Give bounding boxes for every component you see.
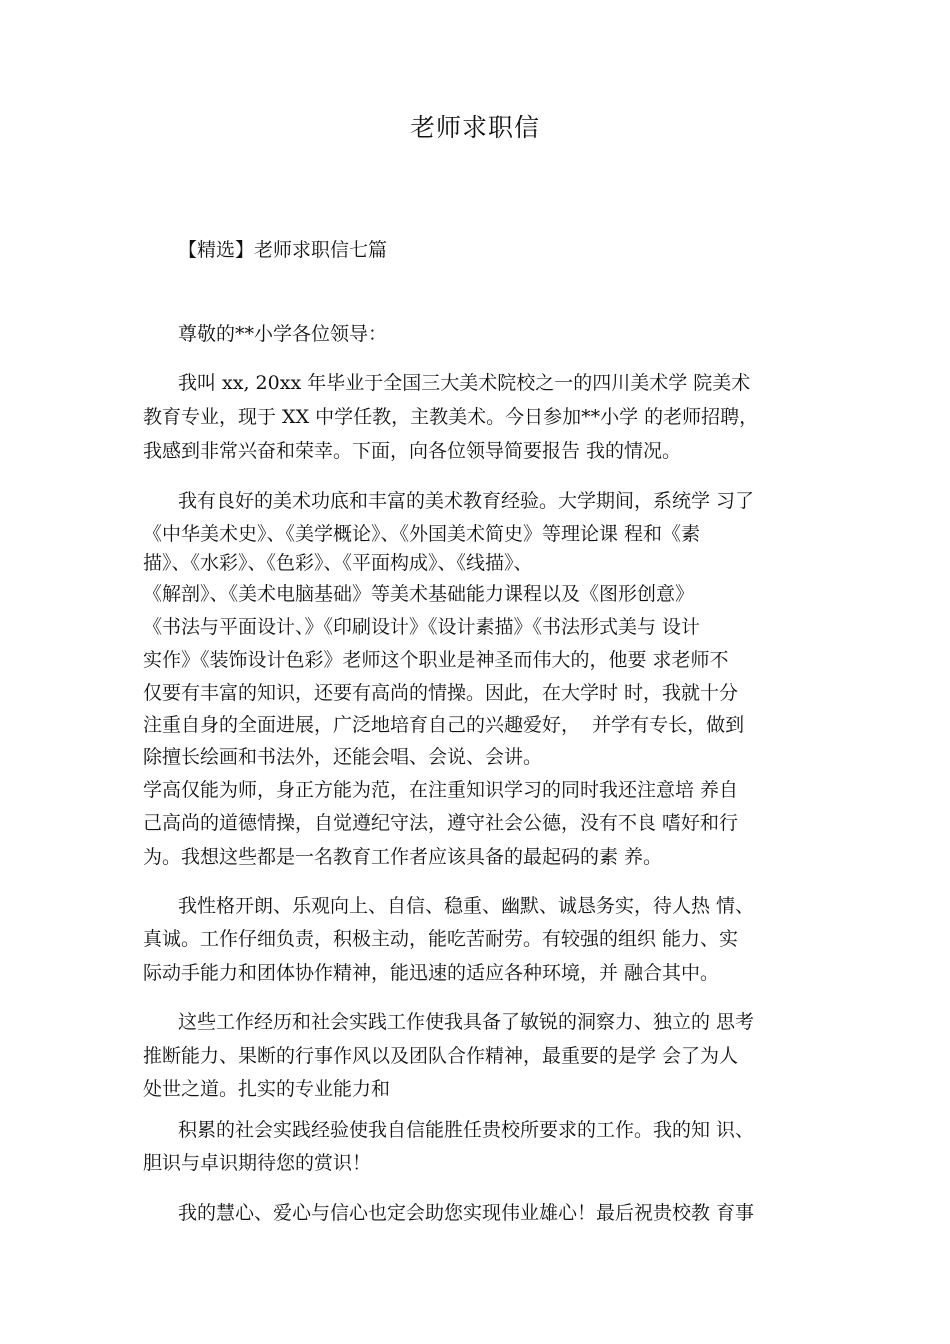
text-line: 胆识与卓识期待您的赏识！ [143,1152,372,1174]
text-line: 实作》《装饰设计色彩》老师这个职业是神圣而伟大的，他要 求老师不 [143,649,729,671]
text-line: 仅要有丰富的知识，还要有高尚的情操。因此，在大学时 时，我就十分 [143,682,739,704]
text-line: 《解剖》、《美术电脑基础》等美术基础能力课程以及《图形创意》 [143,583,695,605]
text-line: 除擅长绘画和书法外，还能会唱、会说、会讲。 [143,746,543,768]
text-line: 教育专业，现于 XX 中学任教，主教美术。今日参加**小学 的老师招聘， [143,406,759,428]
text-line: 己高尚的道德情操，自觉遵纪守法，遵守社会公德，没有不良 嗜好和行 [143,812,739,834]
text-line: 描》、《水彩》、《色彩》、《平面构成》、《线描》、 [143,552,533,574]
text-line: 《中华美术史》、《美学概论》、《外国美术简史》等理论课 程和《素 [143,523,701,545]
text-line: 处世之道。扎实的专业能力和 [143,1078,391,1100]
text-line: 这些工作经历和社会实践工作使我具备了敏锐的洞察力、独立的 思考 [178,1011,755,1033]
text-line: 为。我想这些都是一名教育工作者应该具备的最起码的素 养。 [143,846,663,868]
document-title: 老师求职信 [409,113,540,142]
text-line: 积累的社会实践经验使我自信能胜任贵校所要求的工作。我的知 识、 [178,1119,755,1141]
text-line: 我感到非常兴奋和荣幸。下面，向各位领导简要报告 我的情况。 [143,440,682,462]
text-line: 我的慧心、爱心与信心也定会助您实现伟业雄心！最后祝贵校教 育事 [178,1202,755,1224]
text-line: 我叫 xx, 20xx 年毕业于全国三大美术院校之一的四川美术学 院美术 [178,372,751,394]
text-line: 我有良好的美术功底和丰富的美术教育经验。大学期间，系统学 习了 [178,490,755,512]
text-line: 注重自身的全面进展，广泛地培育自己的兴趣爱好， 并学有专长，做到 [143,714,745,736]
text-line: 《书法与平面设计、》《印刷设计》《设计素描》《书法形式美与 设计 [143,616,701,638]
document-subtitle: 【精选】老师求职信七篇 [178,239,388,261]
text-line: 学高仅能为师，身正方能为范，在注重知识学习的同时我还注意培 养自 [143,779,739,801]
text-line: 我性格开朗、乐观向上、自信、稳重、幽默、诚恳务实，待人热 情、 [178,895,755,917]
text-line: 推断能力、果断的行事作风以及团队合作精神，最重要的是学 会了为人 [143,1045,739,1067]
text-line: 真诚。工作仔细负责，积极主动，能吃苦耐劳。有较强的组织 能力、实 [143,928,739,950]
salutation: 尊敬的**小学各位领导： [178,323,388,345]
text-line: 际动手能力和团体协作精神，能迅速的适应各种环境，并 融合其中。 [143,962,720,984]
